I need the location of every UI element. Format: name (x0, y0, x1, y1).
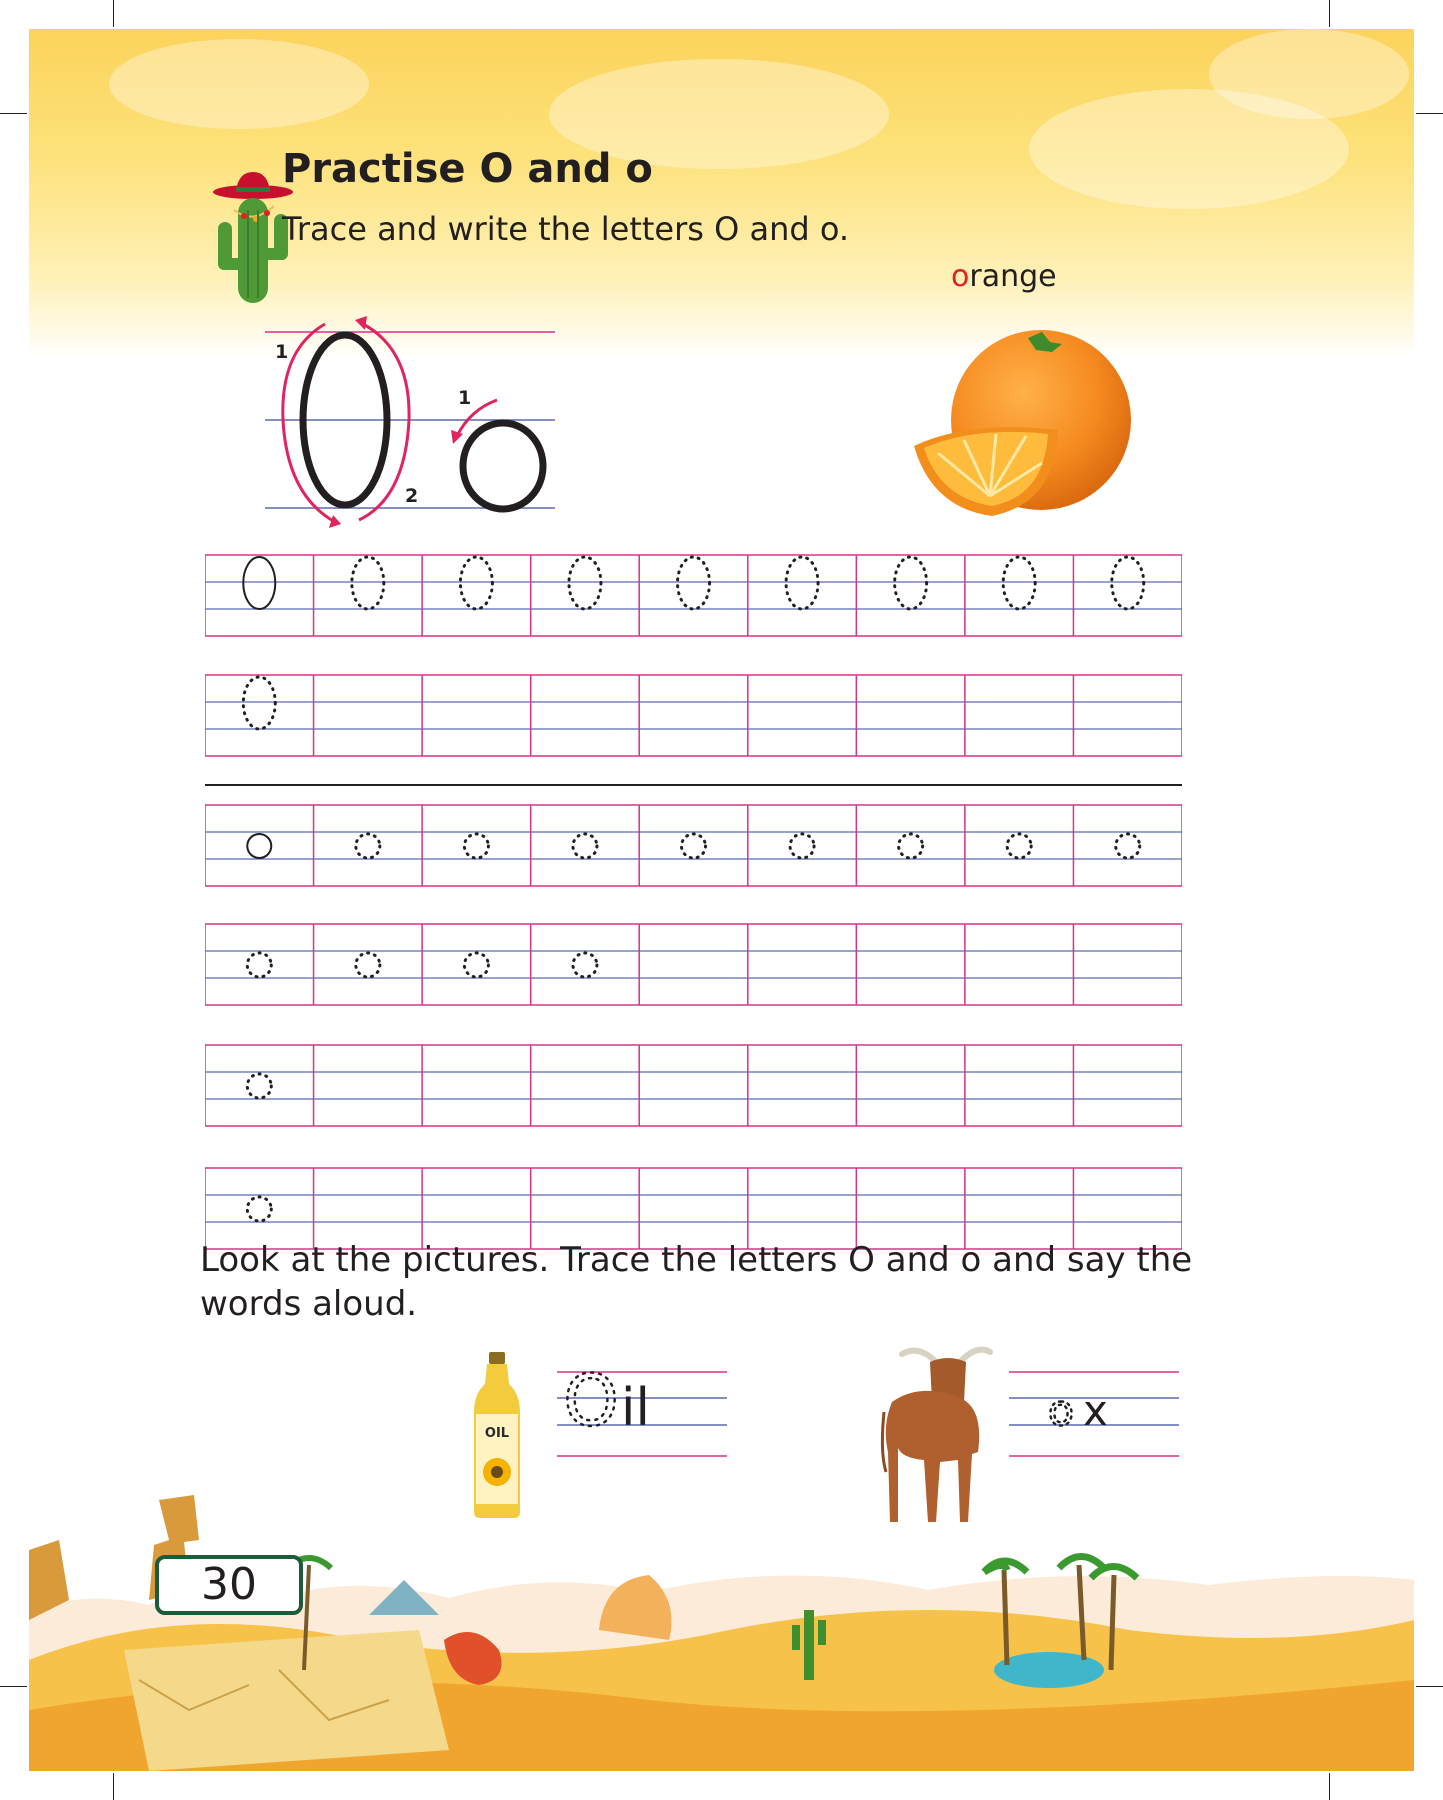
dotted-letter (356, 834, 380, 858)
dotted-letter (573, 953, 597, 977)
crop-mark (0, 113, 27, 114)
dotted-letter (1112, 557, 1144, 609)
oil-label-text: OIL (484, 1426, 510, 1441)
crop-mark (1329, 0, 1330, 27)
sky-cloud (109, 39, 369, 129)
dotted-letter (1003, 557, 1035, 609)
traced-letter: O (563, 1368, 619, 1442)
dotted-letter (573, 834, 597, 858)
page-number: 30 (155, 1555, 303, 1615)
orange-fruit-icon (910, 328, 1140, 523)
practice-row (205, 554, 1182, 637)
dotted-letter (682, 834, 706, 858)
word-rest: il (621, 1378, 650, 1438)
dotted-letter (247, 1197, 271, 1221)
practice-row (205, 923, 1182, 1006)
practice-row (205, 1044, 1182, 1127)
dotted-letter (243, 677, 275, 729)
dotted-letter (464, 953, 488, 977)
crop-mark (0, 1686, 27, 1687)
dotted-letter (247, 953, 271, 977)
dotted-letter (352, 557, 384, 609)
stroke-number: 1 (275, 341, 289, 363)
dotted-letter (1007, 834, 1031, 858)
picture-word-rest: range (969, 259, 1057, 294)
stroke-number: 2 (405, 485, 419, 507)
stroke-number: 1 (458, 387, 472, 409)
crop-mark (1416, 1686, 1443, 1687)
trace-word-ox (1009, 1368, 1179, 1460)
picture-word-first-letter: o (951, 259, 970, 294)
word-rest: x (1083, 1386, 1108, 1435)
practice-row (205, 804, 1182, 887)
dotted-letter (790, 834, 814, 858)
practice-row (205, 674, 1182, 757)
solid-letter (243, 557, 275, 609)
picture-word-label (951, 259, 1057, 294)
dotted-letter (899, 834, 923, 858)
dotted-letter (464, 834, 488, 858)
instruction-text: Look at the pictures. Trace the letters O and o and say the words aloud. (200, 1240, 1193, 1324)
dotted-letter (1116, 834, 1140, 858)
crop-mark (1329, 1773, 1330, 1800)
page-subtitle: Trace and write the letters O and o. (282, 210, 850, 248)
dotted-letter (247, 1074, 271, 1098)
dotted-letter (569, 557, 601, 609)
desert-scene (29, 1480, 1414, 1771)
dotted-letter (895, 557, 927, 609)
dotted-letter (786, 557, 818, 609)
page-title: Practise O and o (282, 146, 653, 192)
dotted-letter (356, 953, 380, 977)
solid-letter (247, 834, 271, 858)
traced-letter: o (1048, 1386, 1074, 1435)
dotted-letter (678, 557, 710, 609)
section-divider (205, 784, 1182, 786)
trace-word-oil (557, 1368, 727, 1460)
crop-mark (113, 0, 114, 27)
letter-stroke-demo (255, 310, 555, 535)
crop-mark (113, 1773, 114, 1800)
sky-cloud (1209, 29, 1409, 119)
crop-mark (1416, 113, 1443, 114)
dotted-letter (460, 557, 492, 609)
